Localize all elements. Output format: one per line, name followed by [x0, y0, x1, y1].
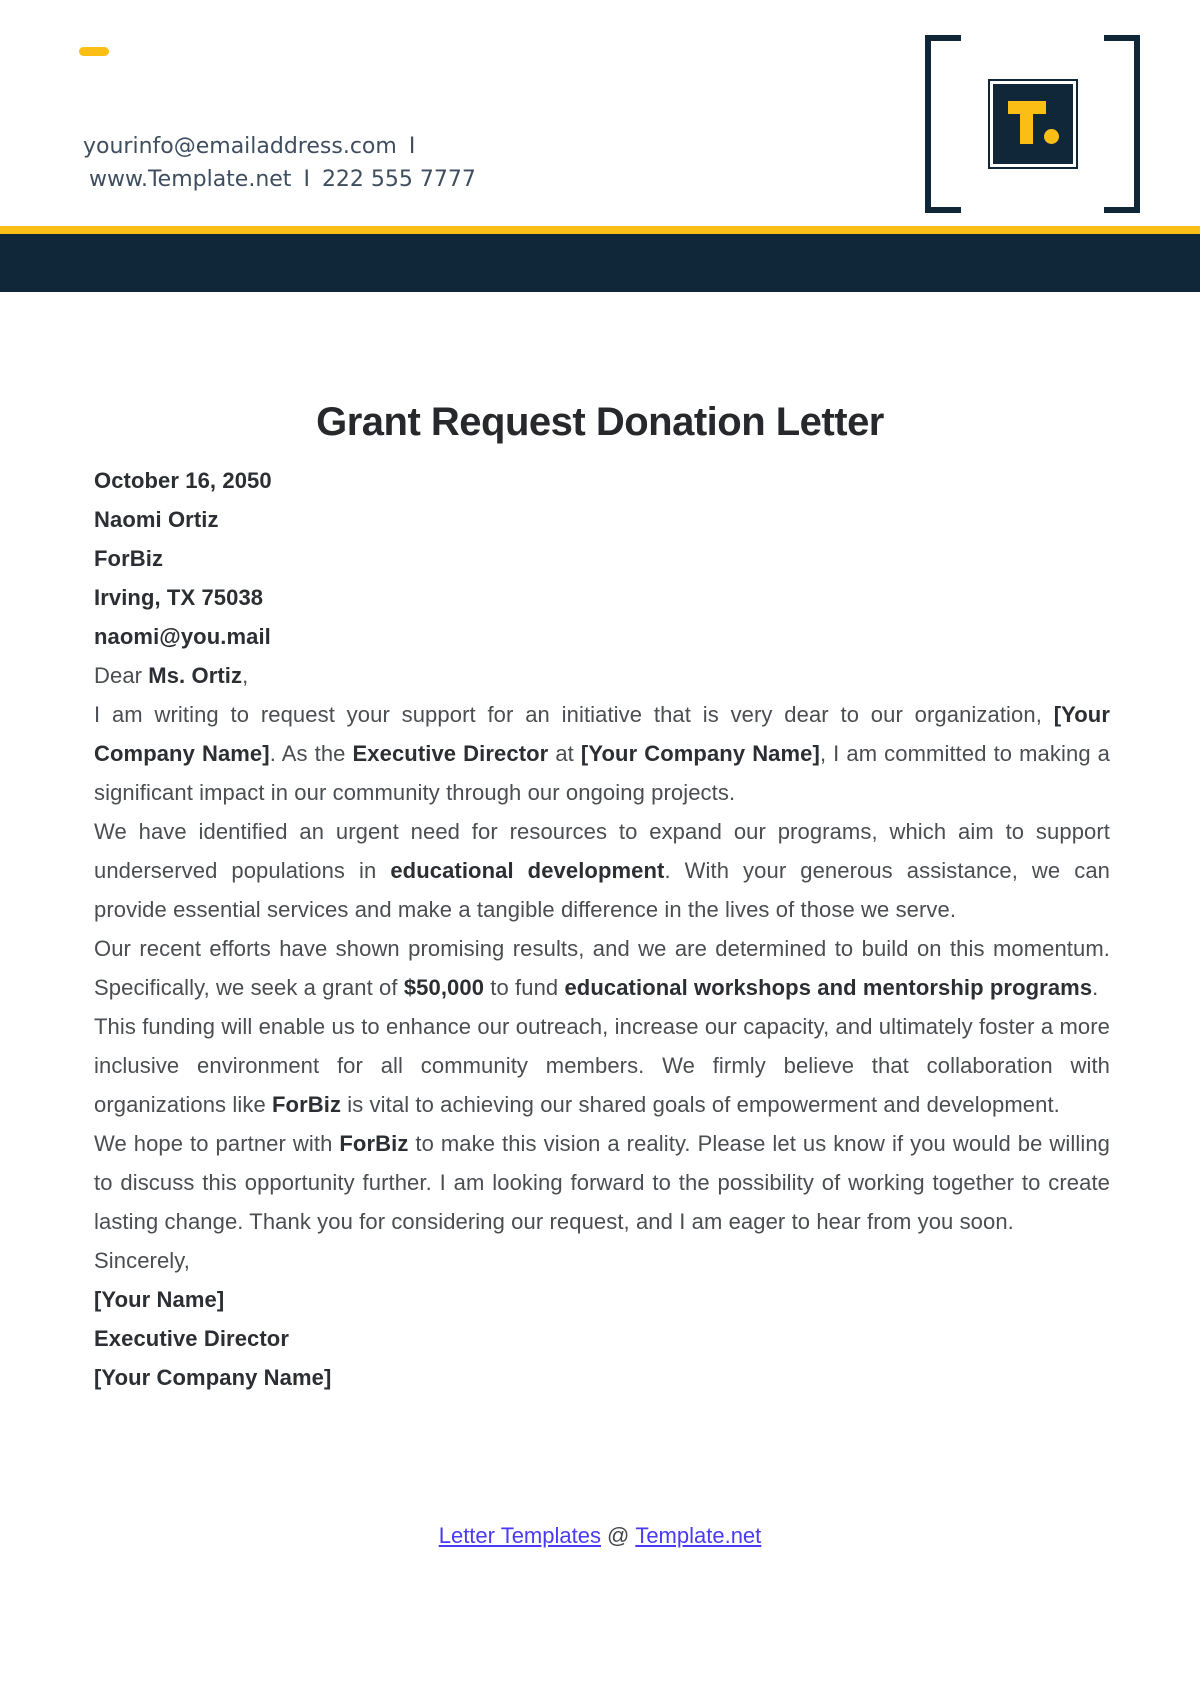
paragraph: [94, 1007, 1110, 1124]
text-segment: I am writing to request your support for an initiative that is very dear to our organization,: [94, 702, 1054, 727]
text-segment: at: [548, 741, 581, 766]
logo-letter-icon: [993, 84, 1073, 164]
salutation: [94, 656, 1110, 695]
letter-paragraphs: [94, 695, 1110, 1241]
paragraph: [94, 1124, 1110, 1241]
text-segment: to make this vision a reality. Please let us know if you would be willing to discuss this opportunity further. I am looking forward to the possibility of working together to create lasting change. Thank you for considering our request, and I am eager to hear from you soon.: [94, 1131, 1110, 1234]
header-bar-navy: [0, 234, 1200, 292]
logo-t-stem: [1020, 101, 1033, 144]
recipient-block: [94, 500, 1110, 656]
text-segment: $50,000: [403, 975, 485, 1000]
contact-website: www.Template.net: [89, 167, 292, 192]
contact-email: yourinfo@emailaddress.com: [83, 134, 397, 159]
text-segment: [Your Company Name]: [94, 702, 1110, 766]
recipient-line: Naomi Ortiz: [94, 507, 219, 532]
text-segment: Dear: [94, 663, 149, 688]
text-segment: Ms. Ortiz: [148, 663, 243, 688]
text-segment: to fund: [484, 975, 565, 1000]
logo-dot-icon: [1044, 129, 1059, 144]
contact-separator: I: [303, 167, 310, 192]
accent-dash: [79, 47, 109, 56]
text-segment: . With your generous assistance, we can provide essential services and make a tangible difference in the lives of those we serve.: [94, 858, 1110, 922]
paragraph: [94, 929, 1110, 1007]
contact-line: [83, 130, 476, 163]
signature-line: [Your Name]: [94, 1287, 225, 1312]
logo-left-bracket-icon: [925, 35, 961, 213]
paragraph: [94, 812, 1110, 929]
text-segment: ForBiz: [272, 1092, 342, 1117]
text-segment: We hope to partner with: [94, 1131, 340, 1156]
closing: Sincerely,: [94, 1248, 190, 1273]
letter-body: [94, 461, 1110, 1397]
recipient-line: ForBiz: [94, 546, 164, 571]
logo-square: [988, 79, 1078, 169]
letter-date: October 16, 2050: [94, 468, 272, 493]
text-segment: educational development: [390, 858, 665, 883]
contact-block: [83, 130, 476, 196]
signature-line: [Your Company Name]: [94, 1365, 332, 1390]
signature-block: [94, 1280, 1110, 1397]
recipient-line: Irving, TX 75038: [94, 585, 264, 610]
text-segment: educational workshops and mentorship programs: [564, 975, 1093, 1000]
text-segment: .: [1092, 975, 1099, 1000]
text-segment: [Your Company Name]: [580, 741, 820, 766]
template-net-link[interactable]: Template.net: [635, 1523, 762, 1548]
text-segment: is vital to achieving our shared goals of empowerment and development.: [341, 1092, 1060, 1117]
template-logo: [925, 35, 1140, 213]
text-segment: Our recent efforts have shown promising results, and we are determined to build on this momentum. Specifically, we seek a grant of: [94, 936, 1110, 1000]
text-segment: We have identified an urgent need for resources to expand our programs, which aim to support underserved populations in: [94, 819, 1110, 883]
contact-line: [83, 163, 476, 196]
text-segment: This funding will enable us to enhance our outreach, increase our capacity, and ultimately foster a more inclusive environment for all community members. We firmly believe that collaboration with organizations like: [94, 1014, 1110, 1117]
text-segment: ForBiz: [339, 1131, 409, 1156]
paragraph: [94, 695, 1110, 812]
footer-at-symbol: @: [606, 1523, 630, 1548]
logo-right-bracket-icon: [1104, 35, 1140, 213]
text-segment: . As the: [269, 741, 353, 766]
accent-bar-yellow: [0, 226, 1200, 234]
contact-separator: I: [408, 134, 416, 159]
text-segment: , I am committed to making a significant impact in our community through our ongoing projects.: [94, 741, 1111, 805]
letter-templates-link[interactable]: Letter Templates: [438, 1523, 601, 1548]
footer: [0, 1521, 1200, 1551]
contact-phone: 222 555 7777: [321, 167, 476, 192]
letter-title: Grant Request Donation Letter: [316, 400, 884, 444]
text-segment: ,: [242, 663, 249, 688]
signature-line: Executive Director: [94, 1326, 289, 1351]
text-segment: Executive Director: [352, 741, 549, 766]
recipient-line: naomi@you.mail: [94, 624, 271, 649]
